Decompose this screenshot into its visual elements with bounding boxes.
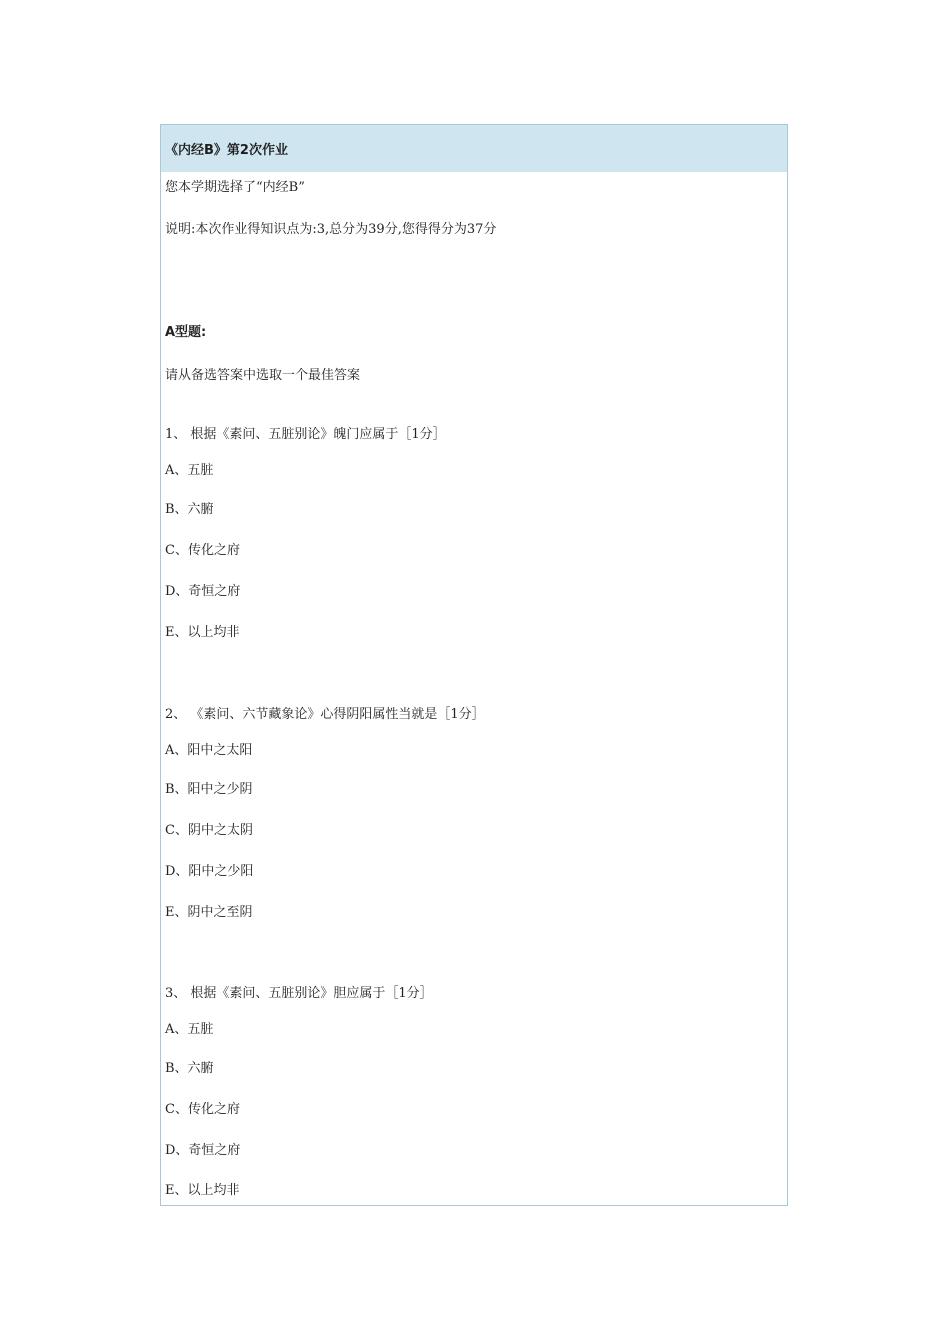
question-2-option-c[interactable]: C、阴中之太阴 [165,823,253,838]
question-2-option-e[interactable]: E、阴中之至阴 [165,905,253,920]
section-title: A型题: [165,325,207,340]
question-3-option-a[interactable]: A、五脏 [165,1022,214,1037]
course-selection-text: 您本学期选择了“内经B” [165,180,305,195]
question-stem-2: 2、 《素问、六节藏象论》心得阴阳属性当就是［1分］ [165,707,485,722]
question-2-option-b[interactable]: B、阳中之少阴 [165,782,253,797]
question-stem-3: 3、 根据《素问、五脏别论》胆应属于［1分］ [165,986,433,1001]
question-2-option-a[interactable]: A、阳中之太阳 [165,743,253,758]
homework-title: 《内经B》第2次作业 [161,125,787,172]
question-3-option-b[interactable]: B、六腑 [165,1061,214,1076]
homework-panel [160,124,788,1206]
question-stem-1: 1、 根据《素问、五脏别论》魄门应属于［1分］ [165,427,446,442]
question-1-option-b[interactable]: B、六腑 [165,502,214,517]
score-note: 说明:本次作业得知识点为:3,总分为39分,您得得分为37分 [165,222,497,237]
question-3-option-e[interactable]: E、以上均非 [165,1183,240,1198]
question-3-option-c[interactable]: C、传化之府 [165,1102,240,1117]
question-1-option-a[interactable]: A、五脏 [165,463,214,478]
question-3-option-d[interactable]: D、奇恒之府 [165,1143,241,1158]
instruction-text: 请从备选答案中选取一个最佳答案 [165,368,361,383]
question-1-option-c[interactable]: C、传化之府 [165,543,240,558]
question-2-option-d[interactable]: D、阳中之少阳 [165,864,254,879]
question-1-option-e[interactable]: E、以上均非 [165,625,240,640]
question-1-option-d[interactable]: D、奇恒之府 [165,584,241,599]
